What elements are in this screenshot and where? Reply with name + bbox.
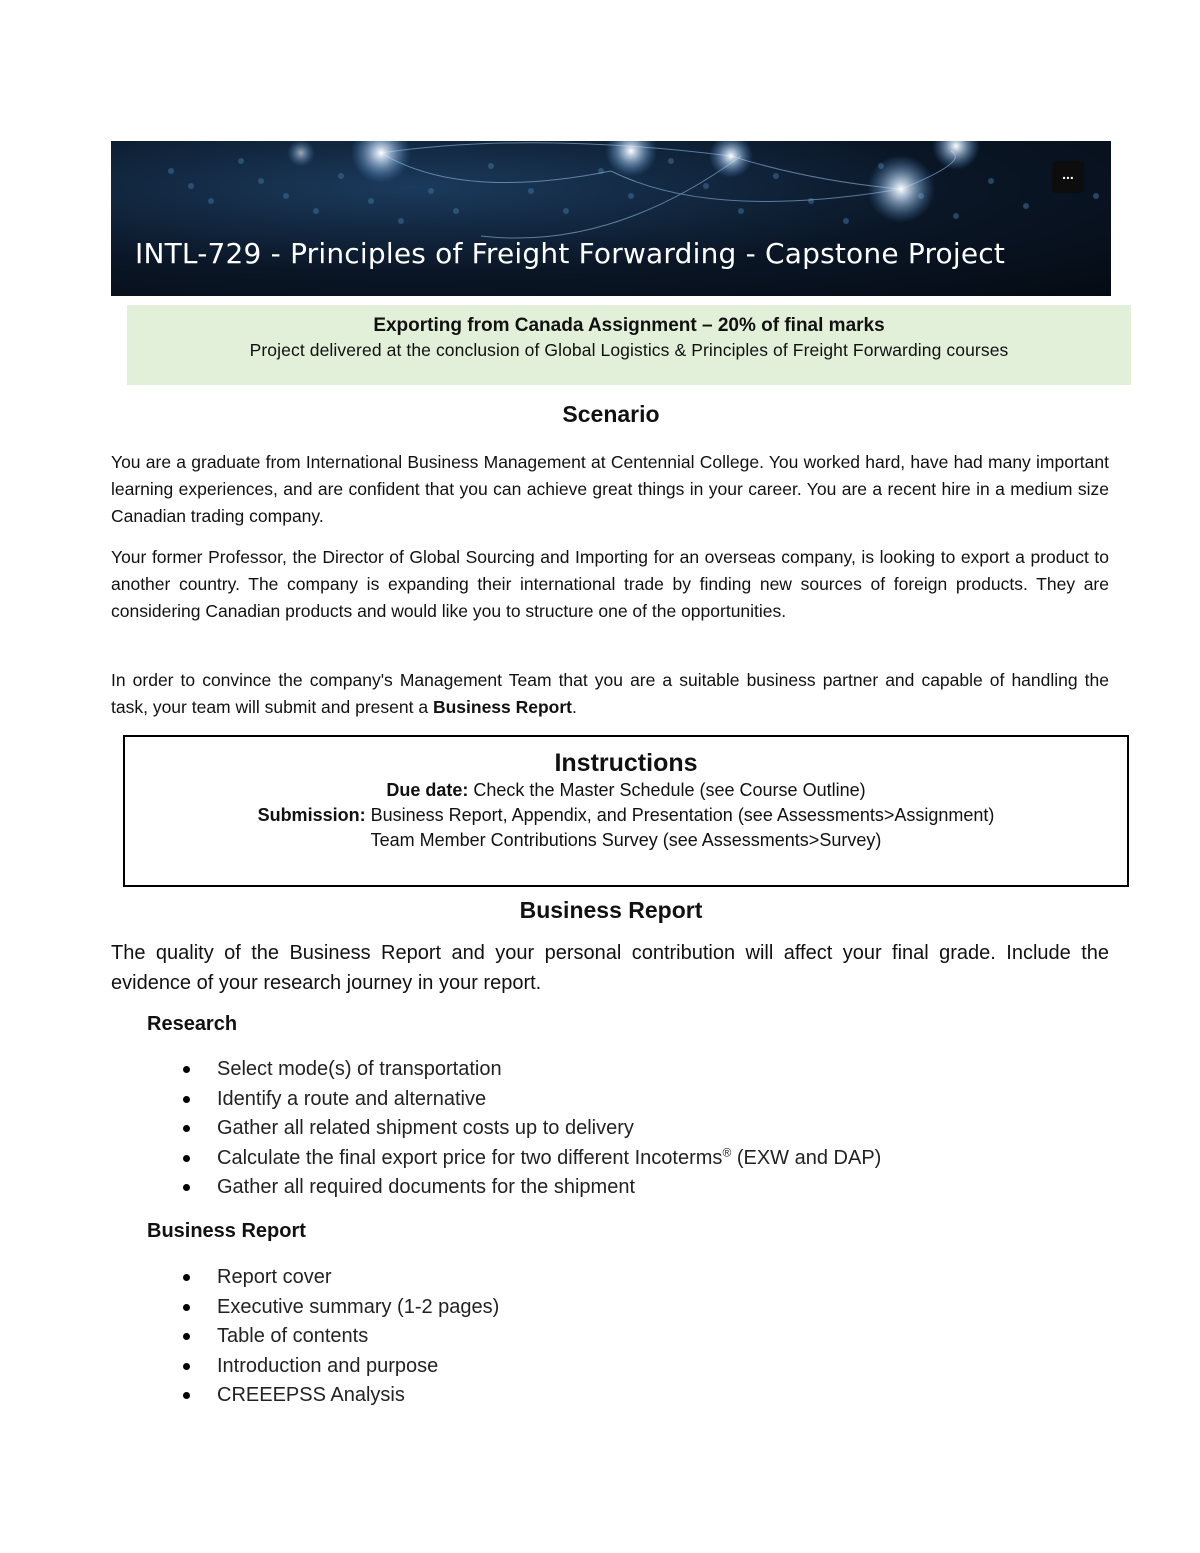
list-item: CREEEPSS Analysis xyxy=(180,1381,499,1411)
assignment-subtitle: Project delivered at the conclusion of Global Logistics & Principles of Freight Forwarding courses xyxy=(249,340,1009,360)
due-date-value: Check the Master Schedule (see Course Outline) xyxy=(468,780,866,800)
scenario-paragraph-1: You are a graduate from International Business Management at Centennial College. You worked hard, have had many important learning experiences, and are confident that you can achieve great things in your career. You are a recent hire in a medium size Canadian trading company. xyxy=(111,452,1109,526)
world-network-graphic xyxy=(111,141,1111,296)
submission-line-2: Team Member Contributions Survey (see Assessments>Survey) xyxy=(370,830,882,850)
due-date-line xyxy=(125,778,1127,803)
submission-value: Business Report, Appendix, and Presentation (see Assessments>Assignment) xyxy=(365,805,995,825)
scenario-paragraph-3 xyxy=(111,667,1109,721)
more-options-button[interactable]: ... xyxy=(1052,161,1084,193)
instructions-heading: Instructions xyxy=(554,749,698,777)
registered-mark: ® xyxy=(722,1144,732,1159)
paragraph-text: In order to convince the company's Management Team that you are a suitable business partner and capable of handling the task, your team will submit and present a xyxy=(111,670,1109,717)
list-item: Gather all related shipment costs up to delivery xyxy=(180,1114,881,1144)
scenario-heading: Scenario xyxy=(562,401,660,427)
business-report-intro: The quality of the Business Report and your personal contribution will affect your final grade. Include the evidence of your research journey in your report. xyxy=(111,942,1109,994)
list-item: Executive summary (1-2 pages) xyxy=(180,1293,499,1323)
paragraph-end: . xyxy=(572,697,577,717)
instructions-box xyxy=(123,735,1129,887)
submission-label: Submission: xyxy=(257,805,366,825)
list-item: Select mode(s) of transportation xyxy=(180,1055,881,1085)
report-contents-list xyxy=(180,1263,499,1411)
course-banner xyxy=(111,141,1111,296)
report-contents-heading: Business Report xyxy=(147,1220,306,1242)
list-item: Gather all required documents for the shipment xyxy=(180,1173,881,1203)
list-item: Identify a route and alternative xyxy=(180,1085,881,1115)
list-item: Table of contents xyxy=(180,1322,499,1352)
list-item: Introduction and purpose xyxy=(180,1352,499,1382)
research-heading: Research xyxy=(147,1013,238,1035)
assignment-summary-box xyxy=(127,305,1131,385)
assignment-title: Exporting from Canada Assignment – 20% of final marks xyxy=(373,315,885,336)
list-item xyxy=(180,1144,881,1174)
banner-title: INTL-729 - Principles of Freight Forwarding - Capstone Project xyxy=(135,237,1006,270)
scenario-paragraph-2: Your former Professor, the Director of Global Sourcing and Importing for an overseas company, is looking to export a product to another country. The company is expanding their international trade by finding new sources of foreign products. They are considering Canadian products and would like you to structure one of the opportunities. xyxy=(111,547,1109,621)
due-date-label: Due date: xyxy=(386,780,469,800)
list-item-suffix: (EXW and DAP) xyxy=(731,1146,882,1169)
business-report-heading: Business Report xyxy=(519,897,703,923)
submission-line xyxy=(125,803,1127,828)
list-item-text: Calculate the final export price for two different Incoterms xyxy=(217,1146,723,1169)
business-report-emphasis: Business Report xyxy=(432,697,573,717)
list-item: Report cover xyxy=(180,1263,499,1293)
research-list xyxy=(180,1055,881,1203)
